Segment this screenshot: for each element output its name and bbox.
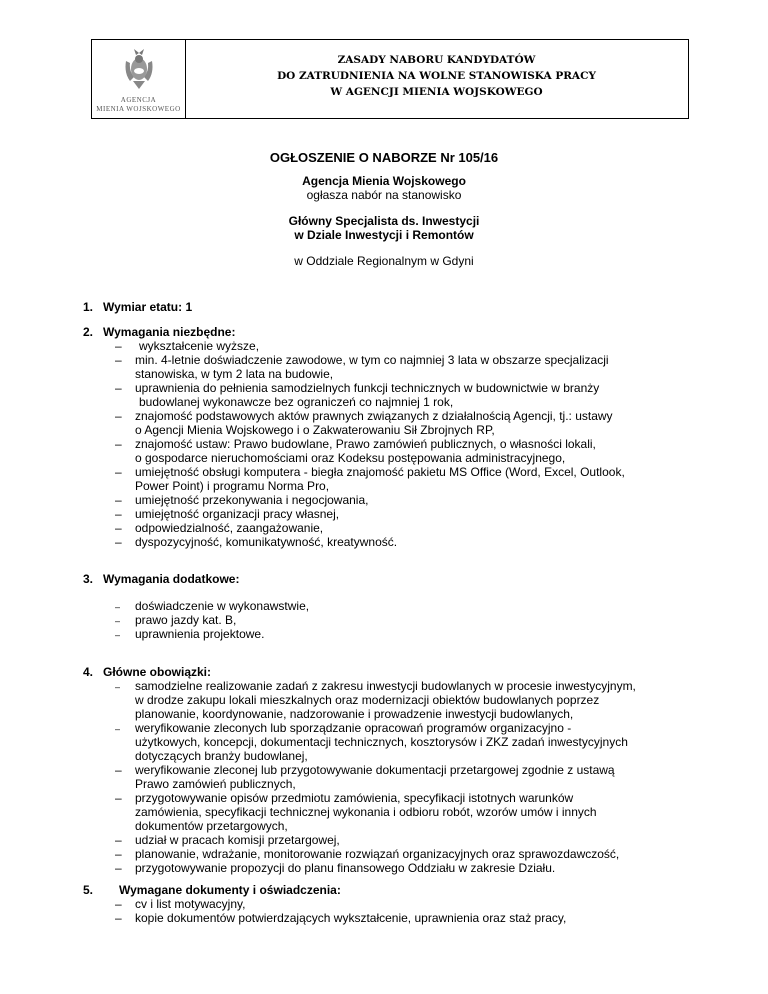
dash-bullet: – [115,409,122,423]
list-item: wykształcenie wyższe, [139,339,260,353]
section-1-heading: 1. Wymiar etatu: 1 [83,300,193,314]
list-item: umiejętność przekonywania i negocjowania, [135,493,369,507]
location-text: w Oddziale Regionalnym w Gdyni [294,254,474,268]
dash-bullet: – [115,437,122,451]
dash-bullet: – [115,353,122,367]
list-item-cont: Prawo zamówień publicznych, [135,777,296,791]
agency-name: Agencja Mienia Wojskowego [302,174,466,188]
section-3-heading: 3. Wymagania dodatkowe: [83,572,240,586]
list-item: doświadczenie w wykonawstwie, [135,599,310,613]
logo [92,40,186,118]
list-item-cont: budowlanej wykonawcze bez ograniczeń co najmniej 1 rok, [139,395,454,409]
list-item: dyspozycyjność, komunikatywność, kreatywność. [135,535,398,549]
list-item: umiejętność obsługi komputera - biegła znajomość pakietu MS Office (Word, Excel, Outlook, [135,465,625,479]
list-item-cont: dokumentów przetargowych, [135,819,288,833]
section-2-heading: 2. Wymagania niezbędne: [83,325,236,339]
list-item-cont: o gospodarce nieruchomościami oraz Kodeksu postępowania administracyjnego, [135,451,566,465]
dash-bullet: – [115,602,121,612]
dash-bullet: – [115,616,121,626]
logo-text-agency: AGENCJA [120,96,157,104]
list-item-cont: planowanie, koordynowanie, nadzorowanie i prowadzenie inwestycji budowlanych, [135,707,574,721]
dash-bullet: – [115,535,122,549]
list-item: samodzielne realizowanie zadań z zakresu inwestycji budowlanych w procesie inwestycyjnym, [135,679,636,693]
list-item: planowanie, wdrażanie, monitorowanie rozwiązań organizacyjnych oraz sprawozdawczość, [135,847,620,861]
list-item-cont: stanowiska, w tym 2 lata na budowie, [135,367,334,381]
dash-bullet: – [115,339,122,353]
dash-bullet: – [115,847,122,861]
list-item: przygotowywanie propozycji do planu finansowego Oddziału w zakresie Działu. [135,861,556,875]
position-title: Główny Specjalista ds. Inwestycji [288,214,480,228]
dash-bullet: – [115,493,122,507]
list-item: uprawnienia projektowe. [135,627,265,641]
dash-bullet: – [115,911,122,925]
dash-bullet: – [115,682,121,692]
dash-bullet: – [115,724,121,734]
list-item-cont: zamówienia, specyfikacji technicznej wykonania i odbioru robót, wzorów umów i innych [135,805,597,819]
list-item: przygotowywanie opisów przedmiotu zamówienia, specyfikacji istotnych warunków [135,791,574,805]
list-item: znajomość podstawowych aktów prawnych związanych z działalnością Agencji, tj.: ustawy [135,409,613,423]
list-item: cv i list motywacyjny, [135,897,246,911]
header-title-line: W AGENCJI MIENIA WOJSKOWEGO [330,86,543,98]
list-item-cont: użytkowych, koncepcji, dokumentacji technicznych, kosztorysów i ZKZ zadań inwestycyjnych [135,735,628,749]
header-box [91,39,689,119]
list-item: prawo jazdy kat. B, [135,613,237,627]
section-4-heading: 4. Główne obowiązki: [83,665,212,679]
list-item: kopie dokumentów potwierdzających wykształcenie, uprawnienia oraz staż pracy, [135,911,567,925]
dash-bullet: – [115,791,122,805]
dash-bullet: – [115,465,122,479]
announcement-number: OGŁOSZENIE O NABORZE Nr 105/16 [269,150,499,165]
dash-bullet: – [115,507,122,521]
header-title-line: ZASADY NABORU KANDYDATÓW [337,54,536,66]
list-item: uprawnienia do pełnienia samodzielnych funkcji technicznych w budownictwie w branży [135,381,600,395]
dash-bullet: – [115,521,122,535]
list-item-cont: dotyczących branży budowlanej, [135,749,308,763]
list-item: udział w pracach komisji przetargowej, [135,833,340,847]
dash-bullet: – [115,381,122,395]
dash-bullet: – [115,833,122,847]
dash-bullet: – [115,763,122,777]
announces-text: ogłasza nabór na stanowisko [306,188,462,202]
list-item-cont: Power Point) i programu Norma Pro, [135,479,330,493]
section-5-heading: 5. Wymagane dokumenty i oświadczenia: [83,883,341,897]
list-item: znajomość ustaw: Prawo budowlane, Prawo zamówień publicznych, o własności lokali, [135,437,596,451]
eagle-emblem-icon [122,47,156,95]
header-title [185,52,688,100]
header-title-line: DO ZATRUDNIENIA NA WOLNE STANOWISKA PRACY [277,70,596,82]
list-item: odpowiedzialność, zaangażowanie, [135,521,324,535]
list-item: min. 4-letnie doświadczenie zawodowe, w tym co najmniej 3 lata w obszarze specjalizacji [135,353,609,367]
list-item: umiejętność organizacji pracy własnej, [135,507,340,521]
dash-bullet: – [115,861,122,875]
dash-bullet: – [115,630,121,640]
list-item: weryfikowanie zleconych lub sporządzanie opracowań programów organizacyjno - [135,721,572,735]
list-item-cont: o Agencji Mienia Wojskowego i o Zakwaterowaniu Sił Zbrojnych RP, [135,423,495,437]
position-department: w Dziale Inwestycji i Remontów [294,228,474,242]
logo-text-name: MIENIA WOJSKOWEGO [96,105,181,113]
dash-bullet: – [115,897,122,911]
list-item-cont: w drodze zakupu lokali mieszkalnych oraz modernizacji obiektów budowlanych poprzez [135,693,600,707]
list-item: weryfikowanie zleconej lub przygotowywanie dokumentacji przetargowej zgodnie z ustawą [135,763,615,777]
